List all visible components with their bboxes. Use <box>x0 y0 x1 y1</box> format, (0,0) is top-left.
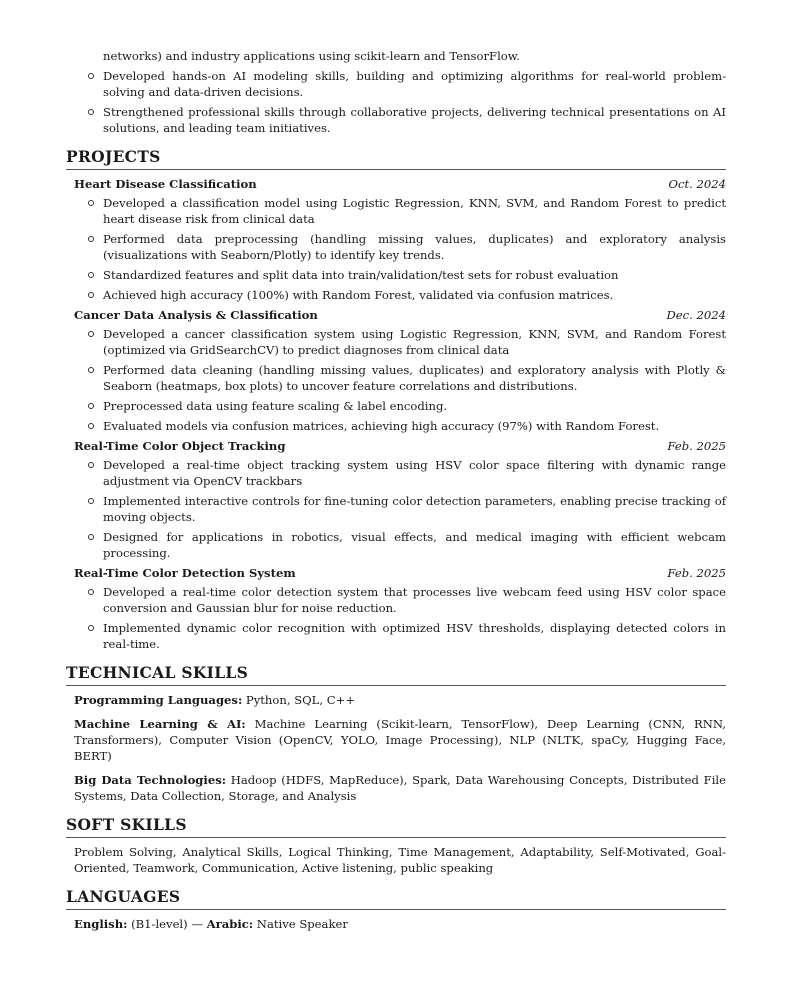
bullet-text: Developed hands-on AI modeling skills, building and optimizing algorithms for real-world problem-solving and data-driven decisions. <box>103 69 726 99</box>
project-name: Cancer Data Analysis & Classification <box>74 308 318 322</box>
project-bullets <box>66 457 726 561</box>
project-header <box>66 307 726 323</box>
soft-skills-heading: SOFT SKILLS <box>66 816 726 838</box>
bullet-circle-icon <box>88 109 94 115</box>
project-header <box>66 565 726 581</box>
skill-line-big-data <box>66 772 726 804</box>
bullet-text: Standardized features and split data into train/validation/test sets for robust evaluation <box>103 268 619 282</box>
bullet-circle-icon <box>88 462 94 468</box>
list-item <box>66 48 726 64</box>
skill-value: Machine Learning (Scikit-learn, TensorFlow), Deep Learning (CNN, RNN, Transformers), Computer Vision (OpenCV, YOLO, Image Processing), NLP (NLTK, spaCy, Hugging Face, BERT) <box>74 717 726 763</box>
list-item <box>66 493 726 525</box>
project-entry-cancer <box>66 307 726 434</box>
bullet-circle-icon <box>88 331 94 337</box>
skill-key: Big Data Technologies: <box>74 773 227 787</box>
bullet-text: Preprocessed data using feature scaling & label encoding. <box>103 399 448 413</box>
language-level-english: (B1-level) <box>131 917 188 931</box>
list-item <box>66 287 726 303</box>
bullet-text: Performed data cleaning (handling missing values, duplicates) and exploratory analysis with Plotly & Seaborn (heatmaps, box plots) to uncover feature correlations and distributions. <box>103 363 726 393</box>
skill-value: Hadoop (HDFS, MapReduce), Spark, Data Warehousing Concepts, Distributed File Systems, Data Collection, Storage, and Analysis <box>74 773 726 803</box>
skill-key: Machine Learning & AI: <box>74 717 246 731</box>
languages-heading: LANGUAGES <box>66 888 726 910</box>
bullet-text: Performed data preprocessing (handling missing values, duplicates) and exploratory analysis (visualizations with Seaborn/Plotly) to identify key trends. <box>103 232 726 262</box>
list-item <box>66 529 726 561</box>
bullet-text: Implemented dynamic color recognition with optimized HSV thresholds, displaying detected colors in real-time. <box>103 621 726 651</box>
bullet-text: Developed a classification model using Logistic Regression, KNN, SVM, and Random Forest to predict heart disease risk from clinical data <box>103 196 726 226</box>
project-entry-heart-disease <box>66 176 726 303</box>
bullet-circle-icon <box>88 589 94 595</box>
list-item <box>66 398 726 414</box>
list-item <box>66 231 726 263</box>
list-item <box>66 195 726 227</box>
bullet-circle-icon <box>88 200 94 206</box>
bullet-circle-icon <box>88 625 94 631</box>
bullet-text: Designed for applications in robotics, visual effects, and medical imaging with efficient webcam processing. <box>103 530 726 560</box>
list-item <box>66 68 726 100</box>
skill-line-ml-ai <box>66 716 726 764</box>
bullet-circle-icon <box>88 73 94 79</box>
bullet-text: Developed a real-time color detection system that processes live webcam feed using HSV color space conversion and Gaussian blur for noise reduction. <box>103 585 726 615</box>
experience-continued-list <box>66 48 726 136</box>
bullet-text: Developed a real-time object tracking system using HSV color space filtering with dynamic range adjustment via OpenCV trackbars <box>103 458 726 488</box>
list-item <box>66 104 726 136</box>
skill-key: Programming Languages: <box>74 693 243 707</box>
project-name: Real-Time Color Object Tracking <box>74 439 286 453</box>
project-date: Feb. 2025 <box>667 439 726 453</box>
project-entry-object-tracking <box>66 438 726 561</box>
bullet-circle-icon <box>88 498 94 504</box>
list-item <box>66 362 726 394</box>
list-item <box>66 326 726 358</box>
bullet-circle-icon <box>88 292 94 298</box>
bullet-text: Achieved high accuracy (100%) with Random Forest, validated via confusion matrices. <box>103 288 614 302</box>
list-item <box>66 418 726 434</box>
bullet-circle-icon <box>88 534 94 540</box>
bullet-text: networks) and industry applications using scikit-learn and TensorFlow. <box>103 49 520 63</box>
project-name: Real-Time Color Detection System <box>74 566 296 580</box>
list-item <box>66 267 726 283</box>
bullet-circle-icon <box>88 423 94 429</box>
projects-heading: PROJECTS <box>66 148 726 170</box>
resume-page <box>66 48 726 932</box>
bullet-circle-icon <box>88 236 94 242</box>
language-key-english: English: <box>74 917 128 931</box>
list-item <box>66 620 726 652</box>
project-name: Heart Disease Classification <box>74 177 257 191</box>
bullet-text: Strengthened professional skills through collaborative projects, delivering technical presentations on AI solutions, and leading team initiatives. <box>103 105 726 135</box>
project-bullets <box>66 195 726 303</box>
list-item <box>66 584 726 616</box>
bullet-circle-icon <box>88 367 94 373</box>
technical-skills-heading: TECHNICAL SKILLS <box>66 664 726 686</box>
list-item <box>66 457 726 489</box>
skill-value: Python, SQL, C++ <box>245 693 356 707</box>
bullet-circle-icon <box>88 272 94 278</box>
project-date: Oct. 2024 <box>668 177 726 191</box>
project-date: Feb. 2025 <box>667 566 726 580</box>
soft-skills-text: Problem Solving, Analytical Skills, Logical Thinking, Time Management, Adaptability, Self-Motivated, Goal-Oriented, Teamwork, Communication, Active listening, public speaking <box>74 845 726 875</box>
project-header <box>66 176 726 192</box>
bullet-text: Evaluated models via confusion matrices, achieving high accuracy (97%) with Random Forest. <box>103 419 660 433</box>
bullet-circle-icon <box>88 403 94 409</box>
skill-line-programming <box>66 692 726 708</box>
project-header <box>66 438 726 454</box>
project-date: Dec. 2024 <box>666 308 726 322</box>
bullet-text: Developed a cancer classification system using Logistic Regression, KNN, SVM, and Random Forest (optimized via GridSearchCV) to predict diagnoses from clinical data <box>103 327 726 357</box>
language-key-arabic: Arabic: <box>206 917 254 931</box>
project-bullets <box>66 326 726 434</box>
language-level-arabic: Native Speaker <box>256 917 348 931</box>
languages-line <box>66 916 726 932</box>
language-separator: — <box>191 917 203 931</box>
bullet-text: Implemented interactive controls for fine-tuning color detection parameters, enabling precise tracking of moving objects. <box>103 494 726 524</box>
project-bullets <box>66 584 726 652</box>
project-entry-color-detection <box>66 565 726 652</box>
